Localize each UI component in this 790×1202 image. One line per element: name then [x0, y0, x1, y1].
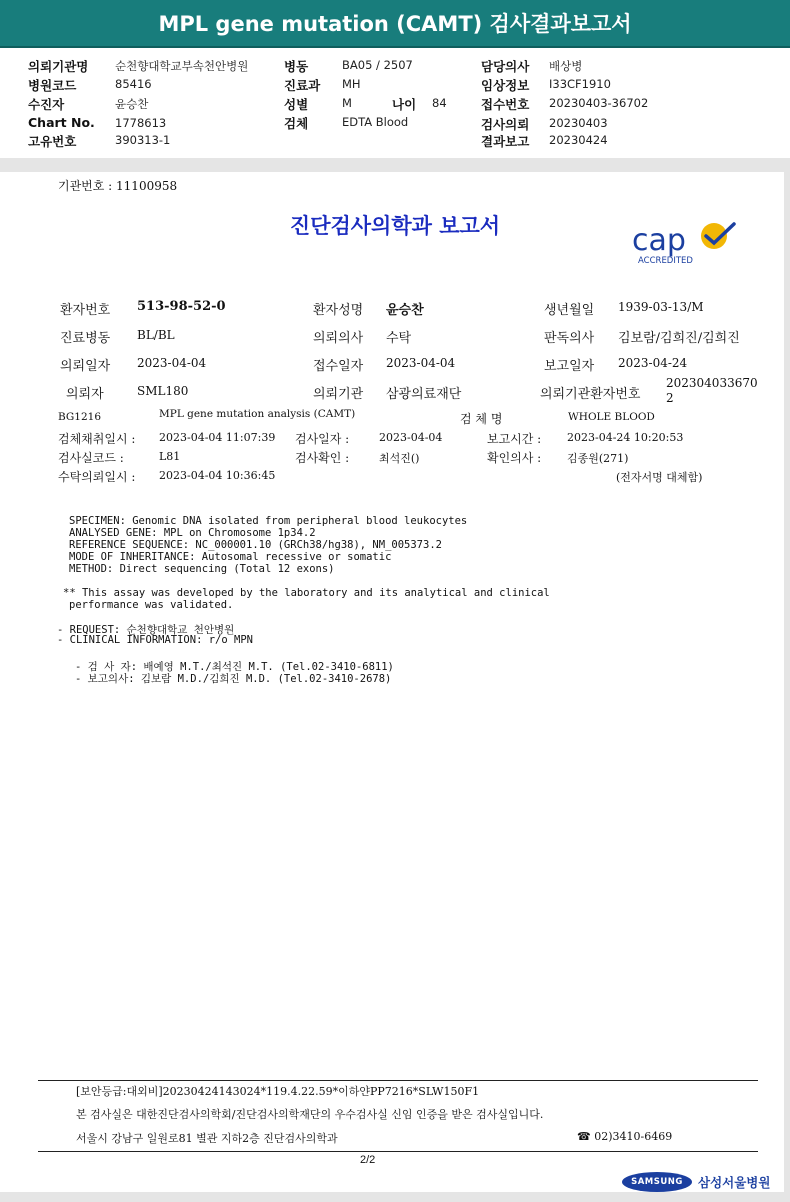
header-label: 담당의사: [481, 59, 530, 74]
body-line: ANALYSED GENE: MPL on Chromosome 1p34.2: [69, 527, 316, 539]
header-label: 검사의뢰: [481, 117, 530, 132]
header-value: 1778613: [115, 116, 167, 130]
body-line: REFERENCE SEQUENCE: NC_000001.10 (GRCh38/hg38), NM_005373.2: [69, 539, 442, 551]
footer-rule-bottom: [38, 1151, 758, 1152]
request-date: 2023-04-04: [137, 356, 207, 370]
header-label: 병동: [284, 59, 309, 74]
patient-label: 환자번호: [60, 303, 111, 318]
receipt-date: 2023-04-04: [386, 356, 456, 370]
collect-value: 2023-04-04 11:07:39: [159, 431, 276, 444]
hospital-name: 삼성서울병원: [698, 1175, 771, 1190]
cap-accredited-text: ACCREDITED: [638, 256, 693, 266]
confirm-value: 최석진(): [379, 452, 420, 465]
collect-label: 검체채취일시 :: [58, 432, 136, 446]
confirm-label: 검사확인 :: [295, 451, 350, 465]
reading-doctor: 김보람/김희진/김희진: [618, 331, 740, 346]
requesting-institution: 삼광의료재단: [386, 387, 462, 402]
lab-address: 서울시 강남구 일원로81 별관 지하2층 진단검사의학과: [76, 1132, 338, 1145]
patient-label: 생년월일: [544, 303, 595, 318]
header-value: EDTA Blood: [342, 115, 409, 129]
header-label: 나이: [392, 97, 417, 112]
test-name: MPL gene mutation analysis (CAMT): [159, 408, 356, 420]
header-label: 검체: [284, 116, 309, 131]
requester: SML180: [137, 384, 189, 398]
consign-label: 수탁의뢰일시 :: [58, 470, 136, 484]
header-label: 병원코드: [28, 78, 77, 93]
body-line: METHOD: Direct sequencing (Total 12 exons): [69, 563, 335, 575]
patient-label: 보고일자: [544, 359, 595, 374]
header-label: 접수번호: [481, 97, 530, 112]
page-number: 2/2: [360, 1154, 376, 1166]
header-label: 성별: [284, 97, 309, 112]
header-value: 순천향대학교부속천안병원: [115, 59, 249, 73]
header-label: 진료과: [284, 78, 321, 93]
patient-label: 의뢰기관환자번호: [540, 387, 641, 402]
patient-label: 판독의사: [544, 331, 595, 346]
body-note: ** This assay was developed by the laboratory and its analytical and clinical: [63, 587, 550, 599]
header-value: 20230403-36702: [549, 96, 649, 110]
test-code: BG1216: [58, 411, 102, 423]
patient-name: 윤승찬: [386, 303, 424, 318]
patient-label: 환자성명: [313, 303, 364, 318]
institution-patient-number: 202304033670: [666, 376, 758, 390]
security-line: [보안등급:대외비]20230424143024*119.4.22.59*이하얀PP7216*SLW150F1: [76, 1085, 480, 1098]
header-value: I33CF1910: [549, 77, 611, 91]
reporttime-value: 2023-04-24 10:20:53: [567, 431, 684, 444]
separator-bar: [0, 158, 790, 172]
patient-ward: BL/BL: [137, 328, 175, 342]
room-label: 검사실코드 :: [58, 451, 124, 465]
lab-phone: ☎ 02)3410-6469: [577, 1130, 673, 1143]
hospital-logo: [622, 1170, 771, 1194]
page-edge: [784, 172, 790, 1194]
cap-text: cap: [632, 223, 686, 258]
report-date: 2023-04-24: [618, 356, 688, 370]
patient-label: 의뢰의사: [313, 331, 364, 346]
header-value: 20230403: [549, 116, 608, 130]
testdate-value: 2023-04-04: [379, 431, 443, 444]
header-value: 윤승찬: [115, 97, 149, 111]
patient-label: 접수일자: [313, 359, 364, 374]
institution-number: 기관번호 : 11100958: [58, 179, 178, 193]
institution-patient-number-cont: 2: [666, 391, 674, 405]
footer-rule-top: [38, 1080, 758, 1081]
specimen-label: 검 체 명: [460, 412, 503, 426]
specimen-value: WHOLE BLOOD: [568, 411, 655, 423]
header-value: 84: [432, 96, 447, 110]
header-value: 배상병: [549, 59, 583, 73]
header-label: 수진자: [28, 97, 65, 112]
room-value: L81: [159, 450, 181, 463]
report-banner-title: MPL gene mutation (CAMT) 검사결과보고서: [0, 0, 790, 48]
header-value: BA05 / 2507: [342, 58, 413, 72]
referring-doctor: 수탁: [386, 331, 412, 346]
header-value: 85416: [115, 77, 152, 91]
body-request: - REQUEST: 순천향대학교 천안병원: [57, 624, 235, 636]
patient-label: 의뢰자: [66, 387, 104, 402]
header-label: 의뢰기관명: [28, 59, 89, 74]
physician-value: 김종원(271): [567, 452, 629, 465]
cap-accredited-logo: [630, 218, 740, 266]
body-clinical: - CLINICAL INFORMATION: r/o MPN: [57, 634, 253, 646]
body-line: SPECIMEN: Genomic DNA isolated from peripheral blood leukocytes: [69, 515, 468, 527]
patient-number: 513-98-52-0: [137, 299, 226, 314]
header-value: 20230424: [549, 133, 608, 147]
body-line: MODE OF INHERITANCE: Autosomal recessive or somatic: [69, 551, 392, 563]
reporttime-label: 보고시간 :: [487, 432, 542, 446]
patient-label: 의뢰기관: [313, 387, 364, 402]
patient-label: 진료병동: [60, 331, 111, 346]
physician-label: 확인의사 :: [487, 451, 542, 465]
patient-birthdate: 1939-03-13/M: [618, 300, 704, 314]
patient-label: 의뢰일자: [60, 359, 111, 374]
consign-value: 2023-04-04 10:36:45: [159, 469, 276, 482]
header-label: 임상정보: [481, 78, 530, 93]
esign-note: (전자서명 대체함): [616, 471, 703, 484]
header-label: 고유번호: [28, 134, 77, 149]
body-note: performance was validated.: [69, 599, 234, 611]
certification-line: 본 검사실은 대한진단검사의학회/진단검사의학재단의 우수검사실 신임 인증을 받은 검사실입니다.: [76, 1108, 544, 1121]
testdate-label: 검사일자 :: [295, 432, 350, 446]
report-title: 진단검사의학과 보고서: [289, 213, 501, 238]
header-value: MH: [342, 77, 361, 91]
samsung-logo: SAMSUNG: [622, 1172, 692, 1192]
body-tester: - 검 사 자: 배예영 M.T./최석진 M.T. (Tel.02-3410-6811): [75, 661, 394, 673]
header-value: 390313-1: [115, 133, 171, 147]
body-reporter: - 보고의사: 김보람 M.D./김희진 M.D. (Tel.02-3410-2678): [75, 673, 392, 685]
header-label: Chart No.: [28, 115, 95, 130]
header-value: M: [342, 96, 352, 110]
header-label: 결과보고: [481, 134, 530, 149]
